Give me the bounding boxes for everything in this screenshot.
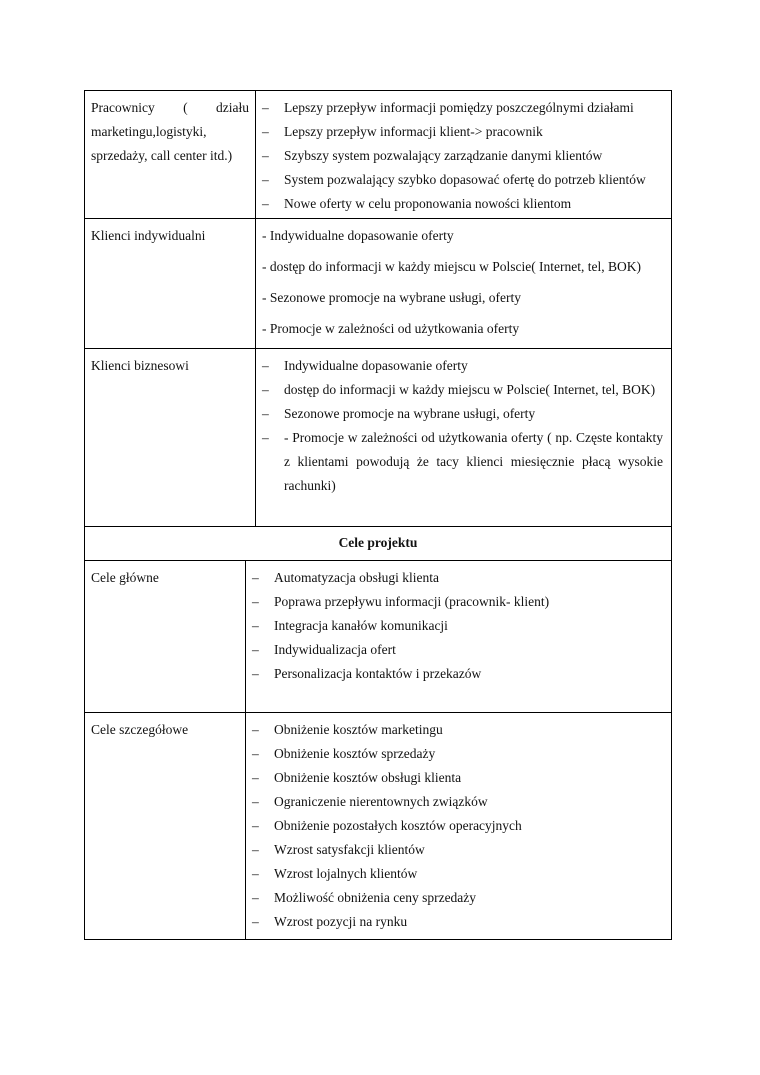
list-item: – Lepszy przepływ informacji pomiędzy poszczególnymi działami xyxy=(262,96,663,120)
list-item: – Szybszy system pozwalający zarządzanie danymi klientów xyxy=(262,144,663,168)
dash-marker: – xyxy=(262,406,269,421)
table-row-pracownicy xyxy=(85,91,671,219)
dash-marker: – xyxy=(252,794,259,809)
dash-marker: – xyxy=(262,148,269,163)
dash-marker: – xyxy=(252,722,259,737)
list-item: – Poprawa przepływu informacji (pracownik- klient) xyxy=(252,590,663,614)
row-content-biznesowi xyxy=(256,349,671,526)
list-item: – Personalizacja kontaktów i przekazów xyxy=(252,662,663,686)
dash-marker: – xyxy=(252,618,259,633)
list-item: – Indywidualne dopasowanie oferty xyxy=(262,354,663,378)
dash-marker: – xyxy=(252,914,259,929)
table-row-biznesowi xyxy=(85,349,671,527)
dash-marker: – xyxy=(252,746,259,761)
bullet-list xyxy=(252,718,663,934)
label-line: sprzedaży, call center itd.) xyxy=(91,148,233,163)
row-label-szczegolowe xyxy=(85,713,246,939)
list-item: – Lepszy przepływ informacji klient-> pracownik xyxy=(262,120,663,144)
label-line: marketingu,logistyki, xyxy=(91,124,207,139)
dash-marker: – xyxy=(262,430,269,445)
list-item: – Wzrost pozycji na rynku xyxy=(252,910,663,934)
table-row-indywidualni xyxy=(85,219,671,349)
dash-marker: – xyxy=(262,100,269,115)
list-item: – Możliwość obniżenia ceny sprzedaży xyxy=(252,886,663,910)
list-item: - Promocje w zależności od użytkowania oferty xyxy=(262,321,520,336)
dash-marker: – xyxy=(262,124,269,139)
row-content-szczegolowe xyxy=(246,713,671,939)
list-item: – Wzrost satysfakcji klientów xyxy=(252,838,663,862)
row-label-biznesowi xyxy=(85,349,256,526)
dash-marker: – xyxy=(252,666,259,681)
dash-marker: – xyxy=(252,770,259,785)
dash-marker: – xyxy=(262,382,269,397)
list-item: – Obniżenie pozostałych kosztów operacyjnych xyxy=(252,814,663,838)
list-item: – Obniżenie kosztów marketingu xyxy=(252,718,663,742)
label-line: Pracownicy ( działu xyxy=(91,100,249,115)
dash-marker: – xyxy=(252,594,259,609)
dash-marker: – xyxy=(252,866,259,881)
row-label-pracownicy xyxy=(85,91,256,218)
label-line: Cele główne xyxy=(91,570,159,585)
dash-marker: – xyxy=(252,642,259,657)
list-item: – Integracja kanałów komunikacji xyxy=(252,614,663,638)
table-row-cele-header xyxy=(85,527,671,561)
table-row-glowne xyxy=(85,561,671,713)
row-label-indywidualni xyxy=(85,219,256,348)
dash-marker: – xyxy=(252,842,259,857)
objectives-table xyxy=(84,90,672,940)
row-content-glowne xyxy=(246,561,671,712)
list-item: – System pozwalający szybko dopasować ofertę do potrzeb klientów xyxy=(262,168,663,192)
dash-marker: – xyxy=(252,818,259,833)
dash-marker: – xyxy=(252,890,259,905)
list-item: - dostęp do informacji w każdy miejscu w Polscie( Internet, tel, BOK) xyxy=(262,259,642,274)
list-item: - Sezonowe promocje na wybrane usługi, oferty xyxy=(262,290,522,305)
row-content-indywidualni xyxy=(256,219,671,348)
bullet-list xyxy=(262,96,663,216)
dash-marker: – xyxy=(252,570,259,585)
dash-marker: – xyxy=(262,172,269,187)
label-line: Klienci biznesowi xyxy=(91,358,189,373)
list-item: – Sezonowe promocje na wybrane usługi, oferty xyxy=(262,402,663,426)
bullet-list xyxy=(262,354,663,498)
row-label-glowne xyxy=(85,561,246,712)
list-item: – Obniżenie kosztów obsługi klienta xyxy=(252,766,663,790)
list-item: – Automatyzacja obsługi klienta xyxy=(252,566,663,590)
list-item: – Nowe oferty w celu proponowania nowości klientom xyxy=(262,192,663,216)
table-row-szczegolowe xyxy=(85,713,671,939)
section-heading: Cele projektu xyxy=(338,535,418,550)
list-item: – - Promocje w zależności od użytkowania oferty ( np. Częste kontakty z klientami powodują że tacy klienci miesięcznie płacą wysokie rachunki) xyxy=(262,426,663,498)
list-item: - Indywidualne dopasowanie oferty xyxy=(262,228,454,243)
dash-marker: – xyxy=(262,358,269,373)
bullet-list xyxy=(252,566,663,686)
list-item: – Ograniczenie nierentownych związków xyxy=(252,790,663,814)
row-content-pracownicy xyxy=(256,91,671,218)
list-item: – Indywidualizacja ofert xyxy=(252,638,663,662)
label-line: Klienci indywidualni xyxy=(91,228,206,243)
list-item: – Wzrost lojalnych klientów xyxy=(252,862,663,886)
list-item: – dostęp do informacji w każdy miejscu w Polscie( Internet, tel, BOK) xyxy=(262,378,663,402)
list-item: – Obniżenie kosztów sprzedaży xyxy=(252,742,663,766)
dash-marker: – xyxy=(262,196,269,211)
label-line: Cele szczegółowe xyxy=(91,722,189,737)
